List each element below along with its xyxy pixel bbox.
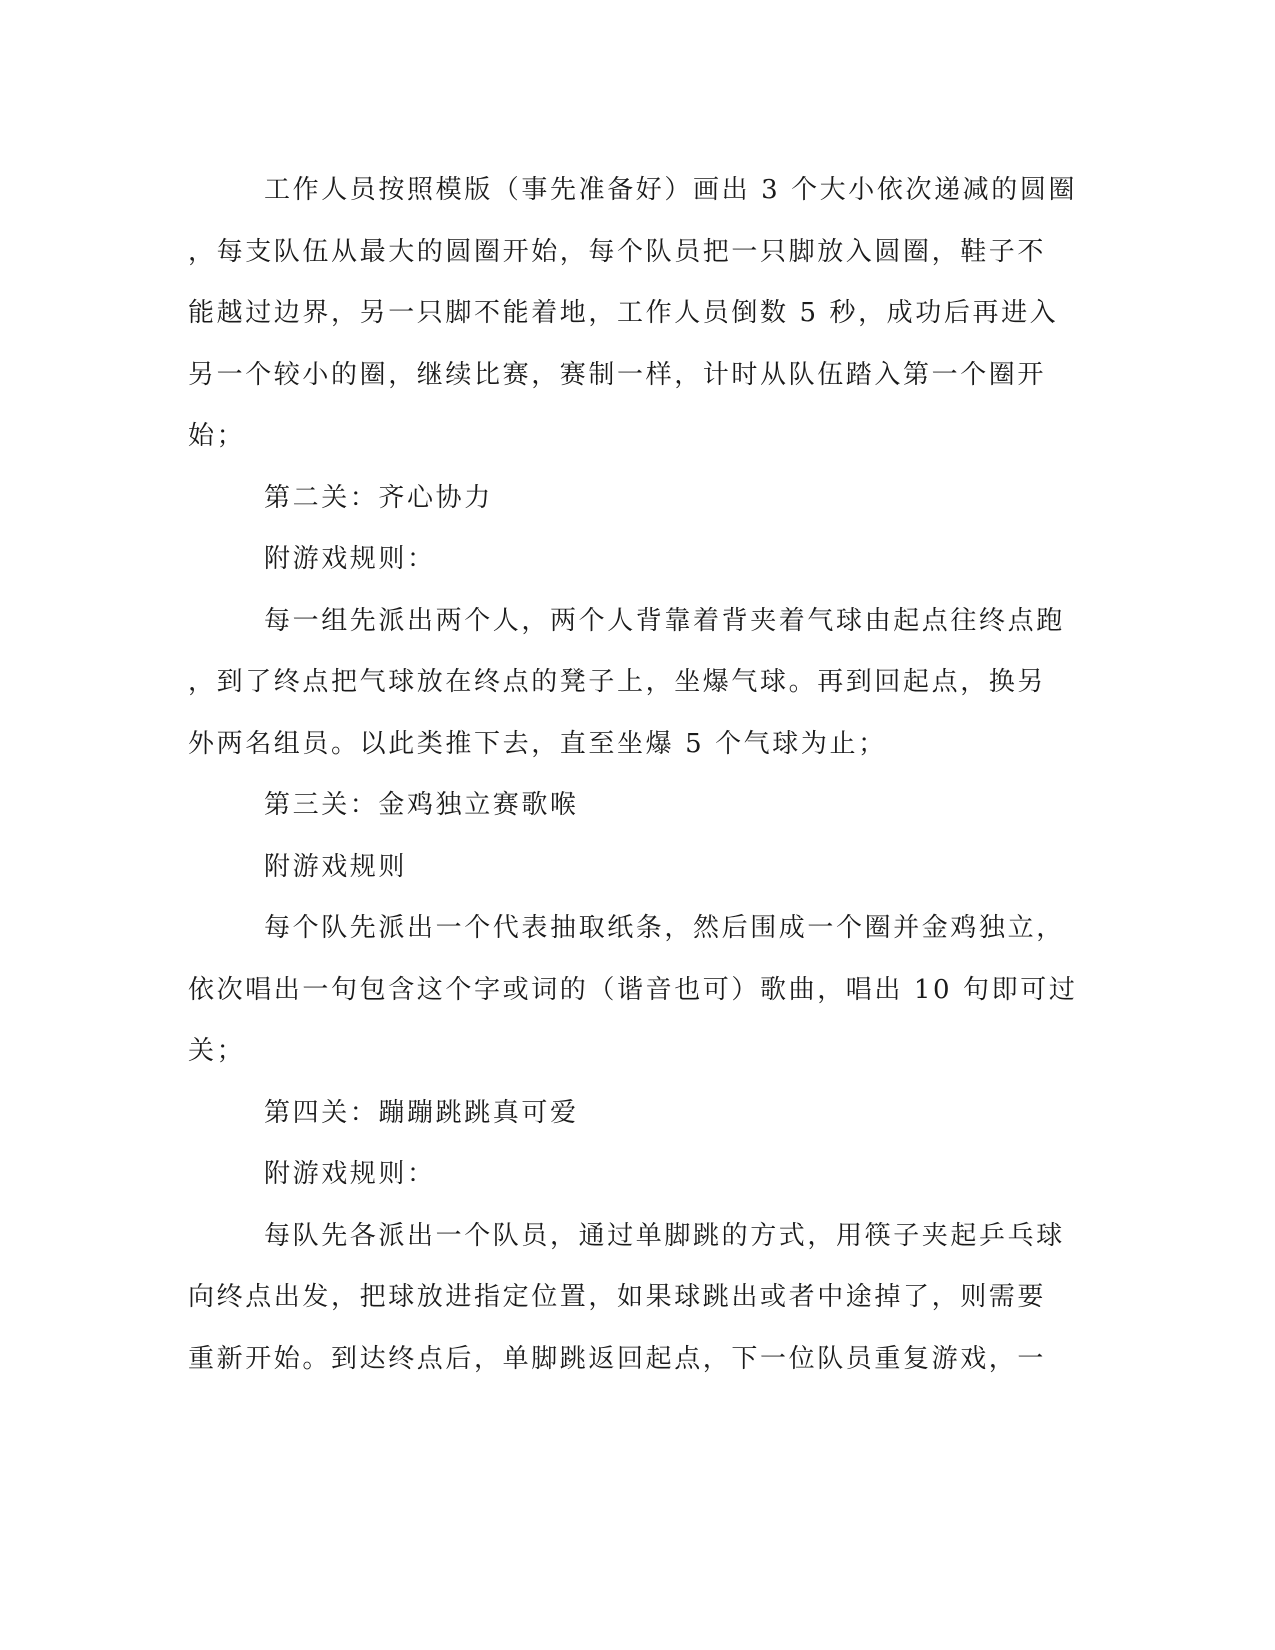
text-line: 能越过边界，另一只脚不能着地，工作人员倒数 5 秒，成功后再进入 <box>188 298 1059 328</box>
label-stage3-rules <box>188 837 1088 899</box>
rules-label: 附游戏规则： <box>264 1159 436 1189</box>
rules-label: 附游戏规则 <box>264 851 408 882</box>
rules-label: 附游戏规则： <box>264 544 436 574</box>
section-heading: 第三关：金鸡独立赛歌喉 <box>264 790 579 820</box>
text-line: ，到了终点把气球放在终点的凳子上，坐爆气球。再到回起点，换另 <box>188 667 1047 697</box>
text-line: 依次唱出一句包含这个字或词的（谐音也可）歌曲，唱出 10 句即可过 <box>188 974 1078 1005</box>
paragraph-stage2-rules <box>188 591 1088 776</box>
section-heading: 第四关：蹦蹦跳跳真可爱 <box>264 1097 579 1128</box>
paragraph-stage1-rules <box>188 160 1088 468</box>
heading-stage2 <box>188 468 1088 530</box>
paragraph-stage4-rules <box>188 1206 1088 1391</box>
label-stage2-rules <box>188 529 1088 591</box>
text-line: 重新开始。到达终点后，单脚跳返回起点，下一位队员重复游戏，一 <box>188 1343 1047 1374</box>
text-line: 外两名组员。以此类推下去，直至坐爆 5 个气球为止； <box>188 728 887 759</box>
text-line: ，每支队伍从最大的圆圈开始，每个队员把一只脚放入圆圈，鞋子不 <box>188 236 1047 267</box>
paragraph-stage3-rules <box>188 898 1088 1083</box>
text-line: 每队先各派出一个队员，通过单脚跳的方式，用筷子夹起乒乓球 <box>264 1220 1065 1251</box>
label-stage4-rules <box>188 1144 1088 1206</box>
heading-stage4 <box>188 1083 1088 1145</box>
text-line: 始； <box>188 421 246 451</box>
text-line: 每一组先派出两个人，两个人背靠着背夹着气球由起点往终点跑 <box>264 605 1065 636</box>
text-line: 另一个较小的圈，继续比赛，赛制一样，计时从队伍踏入第一个圈开 <box>188 359 1047 390</box>
text-line: 向终点出发，把球放进指定位置，如果球跳出或者中途掉了，则需要 <box>188 1282 1047 1312</box>
document-body <box>188 160 1088 1390</box>
section-heading: 第二关：齐心协力 <box>264 482 493 513</box>
heading-stage3 <box>188 775 1088 837</box>
text-line: 工作人员按照模版（事先准备好）画出 3 个大小依次递减的圆圈 <box>264 175 1078 205</box>
text-line: 关； <box>188 1036 246 1066</box>
text-line: 每个队先派出一个代表抽取纸条，然后围成一个圈并金鸡独立， <box>264 913 1065 943</box>
